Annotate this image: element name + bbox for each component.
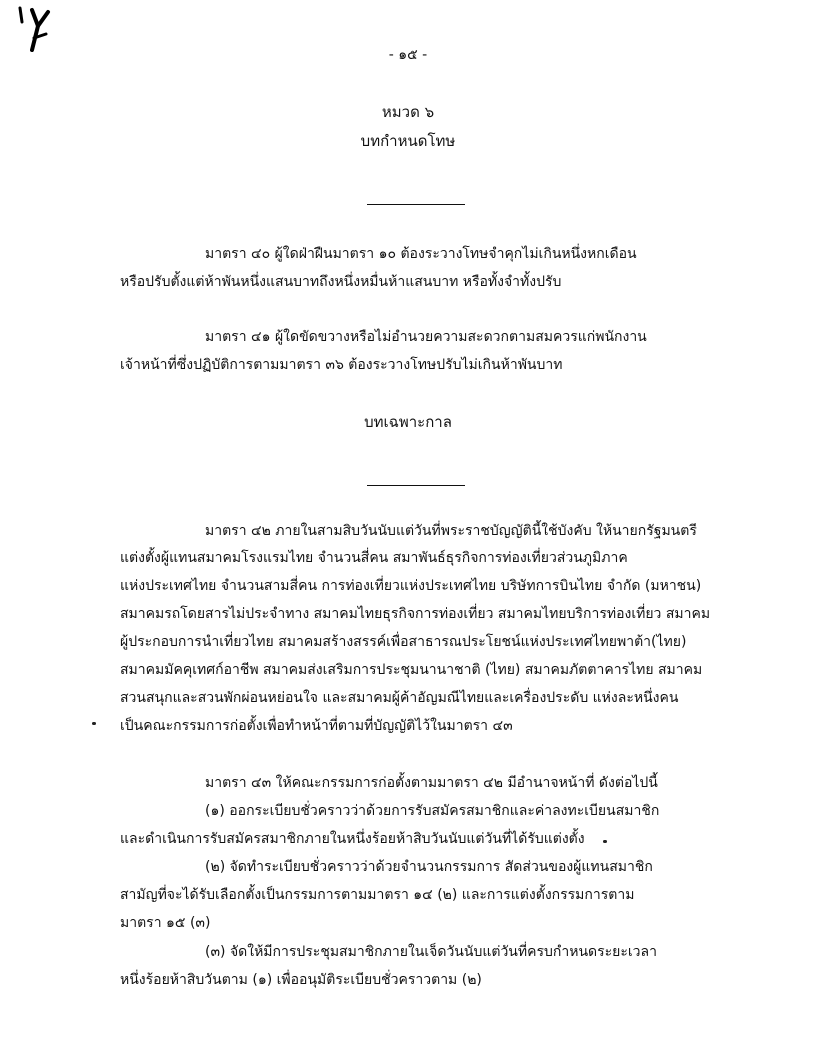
section-42-line-6: สมาคมมัคคุเทศก์อาชีพ สมาคมส่งเสริมการประชุมนานาชาติ (ไทย) สมาคมภัตตาคารไทย สมาคม [120,662,703,678]
section-divider [367,485,465,486]
section-42-line-8: เป็นคณะกรรมการก่อตั้งเพื่อทำหน้าที่ตามที่บัญญัติไว้ในมาตรา ๔๓ [120,718,513,734]
section-42-line-7: สวนสนุกและสวนพักผ่อนหย่อนใจ และสมาคมผู้ค้าอัญมณีไทยและเครื่องประดับ แห่งละหนึ่งคน [120,690,679,706]
section-41-line-2: เจ้าหน้าที่ซึ่งปฏิบัติการตามมาตรา ๓๖ ต้องระวางโทษปรับไม่เกินห้าพันบาท [120,357,563,373]
section-42-line-1: มาตรา ๔๒ ภายในสามสิบวันนับแต่วันที่พระราชบัญญัตินี้ใช้บังคับ ให้นายกรัฐมนตรี [205,523,697,539]
section-divider [367,204,465,205]
section-43-item-2-line-3: มาตรา ๑๕ (๓) [120,915,211,931]
section-43-item-3-line-1: (๓) จัดให้มีการประชุมสมาชิกภายในเจ็ดวันนับแต่วันที่ครบกำหนดระยะเวลา [205,944,657,960]
section-40-line-1: มาตรา ๔๐ ผู้ใดฝ่าฝืนมาตรา ๑๐ ต้องระวางโทษจำคุกไม่เกินหนึ่งหกเดือน [205,246,637,262]
section-43-item-1-line-1: (๑) ออกระเบียบชั่วคราวว่าด้วยการรับสมัครสมาชิกและค่าลงทะเบียนสมาชิก [205,803,660,819]
section-43-item-3-line-2: หนึ่งร้อยห้าสิบวันตาม (๑) เพื่ออนุมัติระเบียบชั่วคราวตาม (๒) [120,972,482,988]
page-number: - ๑๕ - [388,47,428,63]
section-42-line-3: แห่งประเทศไทย จำนวนสามสี่คน การท่องเที่ยวแห่งประเทศไทย บริษัทการบินไทย จำกัด (มหาชน) [120,578,702,594]
section-43-item-2-line-2: สามัญที่จะได้รับเลือกตั้งเป็นกรรมการตามมาตรา ๑๔ (๒) และการแต่งตั้งกรรมการตาม [120,887,635,903]
chapter-number: หมวด ๖ [381,103,435,121]
section-40-line-2: หรือปรับตั้งแต่ห้าพันหนึ่งแสนบาทถึงหนึ่งหมื่นห้าแสนบาท หรือทั้งจำทั้งปรับ [120,274,562,290]
chapter-title: บทกำหนดโทษ [360,132,456,150]
scan-speck [92,722,96,725]
section-43-line-1: มาตรา ๔๓ ให้คณะกรรมการก่อตั้งตามมาตรา ๔๒ มีอำนาจหน้าที่ ดังต่อไปนี้ [205,775,658,791]
section-43-item-1-line-2: และดำเนินการรับสมัครสมาชิกภายในหนึ่งร้อยห้าสิบวันนับแต่วันที่ได้รับแต่งตั้ง [120,831,585,847]
section-42-line-2: แต่งตั้งผู้แทนสมาคมโรงแรมไทย จำนวนสี่คน สมาพันธ์ธุรกิจการท่องเที่ยวส่วนภูมิภาค [120,550,628,566]
section-41-line-1: มาตรา ๔๑ ผู้ใดขัดขวางหรือไม่อำนวยความสะดวกตามสมควรแก่พนักงาน [205,329,647,345]
scan-speck [603,840,607,843]
transitional-title: บทเฉพาะกาล [364,413,452,431]
section-42-line-5: ผู้ประกอบการนำเที่ยวไทย สมาคมสร้างสรรค์เพื่อสาธารณประโยชน์แห่งประเทศไทยพาต้า(ไทย) [120,634,687,650]
section-43-item-2-line-1: (๒) จัดทำระเบียบชั่วคราวว่าด้วยจำนวนกรรมการ สัดส่วนของผู้แทนสมาชิก [205,859,653,875]
section-42-line-4: สมาคมรถโดยสารไม่ประจำทาง สมาคมไทยธุรกิจการท่องเที่ยว สมาคมไทยบริการท่องเที่ยว สมาคม [120,606,711,622]
